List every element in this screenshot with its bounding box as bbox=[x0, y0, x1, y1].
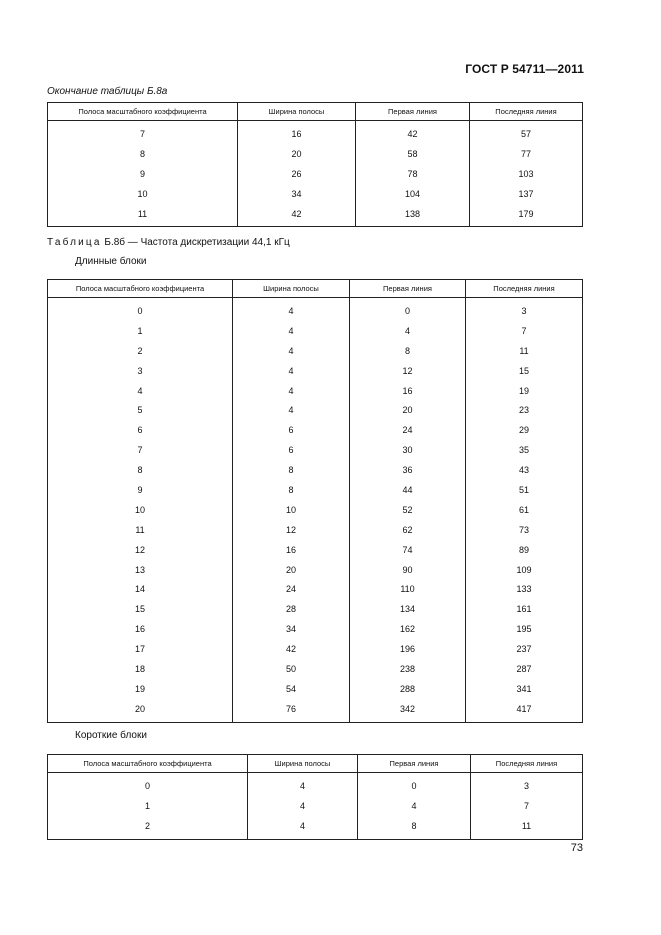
table-cell: 8 bbox=[358, 816, 471, 839]
table-cell: 4 bbox=[233, 298, 350, 321]
table-header-row bbox=[48, 103, 583, 121]
table-cell: 161 bbox=[466, 599, 583, 619]
table-cell: 341 bbox=[466, 679, 583, 699]
table-cell: 104 bbox=[356, 184, 470, 204]
table-cell: 4 bbox=[233, 321, 350, 341]
table-cell: 4 bbox=[358, 796, 471, 816]
table-cell: 7 bbox=[471, 796, 583, 816]
table-cell: 0 bbox=[48, 298, 233, 321]
table-cell: 17 bbox=[48, 639, 233, 659]
column-header: Первая линия bbox=[350, 280, 466, 298]
table-cell: 12 bbox=[48, 540, 233, 560]
table-cell: 4 bbox=[233, 341, 350, 361]
table-cell: 195 bbox=[466, 619, 583, 639]
table-cell: 42 bbox=[356, 121, 470, 144]
table-cell: 11 bbox=[48, 520, 233, 540]
table-cell: 20 bbox=[233, 560, 350, 580]
table-row bbox=[48, 341, 583, 361]
table-row bbox=[48, 619, 583, 639]
table-cell: 179 bbox=[470, 204, 583, 227]
table-cell: 7 bbox=[48, 440, 233, 460]
table-cell: 51 bbox=[466, 480, 583, 500]
short-blocks-subtitle: Короткие блоки bbox=[75, 730, 147, 741]
table-row bbox=[48, 144, 583, 164]
table-cell: 9 bbox=[48, 164, 238, 184]
table-cell: 61 bbox=[466, 500, 583, 520]
table-cell: 16 bbox=[233, 540, 350, 560]
table-cell: 73 bbox=[466, 520, 583, 540]
page-number: 73 bbox=[570, 842, 583, 854]
table-cell: 43 bbox=[466, 460, 583, 480]
table-label: Таблица bbox=[47, 237, 102, 248]
table-cell: 10 bbox=[233, 500, 350, 520]
table-cell: 1 bbox=[48, 321, 233, 341]
table-cell: 16 bbox=[48, 619, 233, 639]
table-cell: 28 bbox=[233, 599, 350, 619]
column-header: Первая линия bbox=[358, 755, 471, 773]
table-row bbox=[48, 184, 583, 204]
table-cell: 287 bbox=[466, 659, 583, 679]
table-row bbox=[48, 361, 583, 381]
table-cell: 103 bbox=[470, 164, 583, 184]
table-cell: 5 bbox=[48, 400, 233, 420]
column-header: Ширина полосы bbox=[233, 280, 350, 298]
table-cell: 7 bbox=[466, 321, 583, 341]
table-long-blocks bbox=[47, 279, 583, 723]
table-cell: 30 bbox=[350, 440, 466, 460]
table-cell: 57 bbox=[470, 121, 583, 144]
table-row bbox=[48, 579, 583, 599]
table-cell: 8 bbox=[350, 341, 466, 361]
table-cell: 77 bbox=[470, 144, 583, 164]
table-cell: 20 bbox=[48, 699, 233, 722]
column-header: Последняя линия bbox=[471, 755, 583, 773]
table-cell: 34 bbox=[238, 184, 356, 204]
table-cell: 0 bbox=[358, 773, 471, 796]
table-a-caption: Окончание таблицы Б.8а bbox=[47, 86, 168, 97]
table-cell: 162 bbox=[350, 619, 466, 639]
table-cell: 138 bbox=[356, 204, 470, 227]
table-cell: 3 bbox=[466, 298, 583, 321]
table-cell: 2 bbox=[48, 816, 248, 839]
table-cell: 134 bbox=[350, 599, 466, 619]
table-cell: 10 bbox=[48, 500, 233, 520]
table-cell: 8 bbox=[233, 460, 350, 480]
table-cell: 9 bbox=[48, 480, 233, 500]
long-blocks-subtitle: Длинные блоки bbox=[75, 256, 147, 267]
table-cell: 4 bbox=[48, 381, 233, 401]
table-b-caption bbox=[47, 237, 290, 248]
table-cell: 417 bbox=[466, 699, 583, 722]
table-cell: 15 bbox=[48, 599, 233, 619]
column-header: Полоса масштабного коэффициента bbox=[48, 280, 233, 298]
column-header: Ширина полосы bbox=[248, 755, 358, 773]
table-row bbox=[48, 298, 583, 321]
table-cell: 14 bbox=[48, 579, 233, 599]
table-cell: 35 bbox=[466, 440, 583, 460]
table-header-row bbox=[48, 280, 583, 298]
table-cell: 3 bbox=[48, 361, 233, 381]
table-row bbox=[48, 540, 583, 560]
table-cell: 54 bbox=[233, 679, 350, 699]
table-row bbox=[48, 796, 583, 816]
table-cell: 109 bbox=[466, 560, 583, 580]
table-cell: 238 bbox=[350, 659, 466, 679]
table-row bbox=[48, 121, 583, 144]
table-cell: 12 bbox=[233, 520, 350, 540]
column-header: Последняя линия bbox=[466, 280, 583, 298]
table-row bbox=[48, 773, 583, 796]
table-cell: 24 bbox=[350, 420, 466, 440]
table-row bbox=[48, 440, 583, 460]
table-cell: 4 bbox=[233, 381, 350, 401]
column-header: Первая линия bbox=[356, 103, 470, 121]
table-cell: 6 bbox=[233, 420, 350, 440]
table-cell: 24 bbox=[233, 579, 350, 599]
table-cell: 76 bbox=[233, 699, 350, 722]
table-row bbox=[48, 164, 583, 184]
table-cell: 36 bbox=[350, 460, 466, 480]
table-cell: 16 bbox=[238, 121, 356, 144]
column-header: Полоса масштабного коэффициента bbox=[48, 755, 248, 773]
table-cell: 8 bbox=[48, 144, 238, 164]
table-cell: 16 bbox=[350, 381, 466, 401]
table-cell: 6 bbox=[48, 420, 233, 440]
table-cell: 0 bbox=[48, 773, 248, 796]
table-cell: 110 bbox=[350, 579, 466, 599]
table-b8a-end bbox=[47, 102, 583, 227]
table-cell: 90 bbox=[350, 560, 466, 580]
table-cell: 2 bbox=[48, 341, 233, 361]
table-row bbox=[48, 420, 583, 440]
table-cell: 89 bbox=[466, 540, 583, 560]
table-cell: 4 bbox=[350, 321, 466, 341]
table-cell: 19 bbox=[466, 381, 583, 401]
table-cell: 23 bbox=[466, 400, 583, 420]
table-row bbox=[48, 639, 583, 659]
table-cell: 34 bbox=[233, 619, 350, 639]
table-cell: 6 bbox=[233, 440, 350, 460]
table-cell: 20 bbox=[238, 144, 356, 164]
table-cell: 15 bbox=[466, 361, 583, 381]
table-row bbox=[48, 500, 583, 520]
table-cell: 42 bbox=[233, 639, 350, 659]
table-cell: 4 bbox=[233, 400, 350, 420]
table-cell: 10 bbox=[48, 184, 238, 204]
table-row bbox=[48, 480, 583, 500]
table-row bbox=[48, 204, 583, 227]
table-row bbox=[48, 560, 583, 580]
table-row bbox=[48, 520, 583, 540]
table-cell: 11 bbox=[466, 341, 583, 361]
table-short-blocks bbox=[47, 754, 583, 840]
table-cell: 237 bbox=[466, 639, 583, 659]
table-row bbox=[48, 599, 583, 619]
table-row bbox=[48, 659, 583, 679]
table-cell: 0 bbox=[350, 298, 466, 321]
table-cell: 133 bbox=[466, 579, 583, 599]
table-cell: 42 bbox=[238, 204, 356, 227]
table-cell: 20 bbox=[350, 400, 466, 420]
table-cell: 4 bbox=[248, 796, 358, 816]
table-cell: 196 bbox=[350, 639, 466, 659]
table-cell: 44 bbox=[350, 480, 466, 500]
table-cell: 342 bbox=[350, 699, 466, 722]
table-cell: 12 bbox=[350, 361, 466, 381]
table-cell: 62 bbox=[350, 520, 466, 540]
table-cell: 4 bbox=[248, 816, 358, 839]
table-cell: 7 bbox=[48, 121, 238, 144]
table-cell: 3 bbox=[471, 773, 583, 796]
table-cell: 137 bbox=[470, 184, 583, 204]
table-cell: 26 bbox=[238, 164, 356, 184]
table-row bbox=[48, 381, 583, 401]
table-row bbox=[48, 321, 583, 341]
column-header: Последняя линия bbox=[470, 103, 583, 121]
table-cell: 74 bbox=[350, 540, 466, 560]
table-cell: 58 bbox=[356, 144, 470, 164]
table-cell: 1 bbox=[48, 796, 248, 816]
table-cell: 19 bbox=[48, 679, 233, 699]
table-row bbox=[48, 679, 583, 699]
table-cell: 18 bbox=[48, 659, 233, 679]
table-cell: 8 bbox=[233, 480, 350, 500]
table-cell: 13 bbox=[48, 560, 233, 580]
table-row bbox=[48, 816, 583, 839]
document-header: ГОСТ Р 54711—2011 bbox=[465, 62, 584, 76]
table-cell: 29 bbox=[466, 420, 583, 440]
table-title: Б.8б — Частота дискретизации 44,1 кГц bbox=[104, 237, 290, 248]
table-row bbox=[48, 460, 583, 480]
column-header: Полоса масштабного коэффициента bbox=[48, 103, 238, 121]
table-cell: 288 bbox=[350, 679, 466, 699]
table-header-row bbox=[48, 755, 583, 773]
table-row bbox=[48, 699, 583, 722]
table-cell: 52 bbox=[350, 500, 466, 520]
table-cell: 4 bbox=[233, 361, 350, 381]
table-cell: 4 bbox=[248, 773, 358, 796]
table-cell: 50 bbox=[233, 659, 350, 679]
column-header: Ширина полосы bbox=[238, 103, 356, 121]
table-cell: 11 bbox=[48, 204, 238, 227]
table-cell: 8 bbox=[48, 460, 233, 480]
table-cell: 11 bbox=[471, 816, 583, 839]
table-cell: 78 bbox=[356, 164, 470, 184]
table-row bbox=[48, 400, 583, 420]
